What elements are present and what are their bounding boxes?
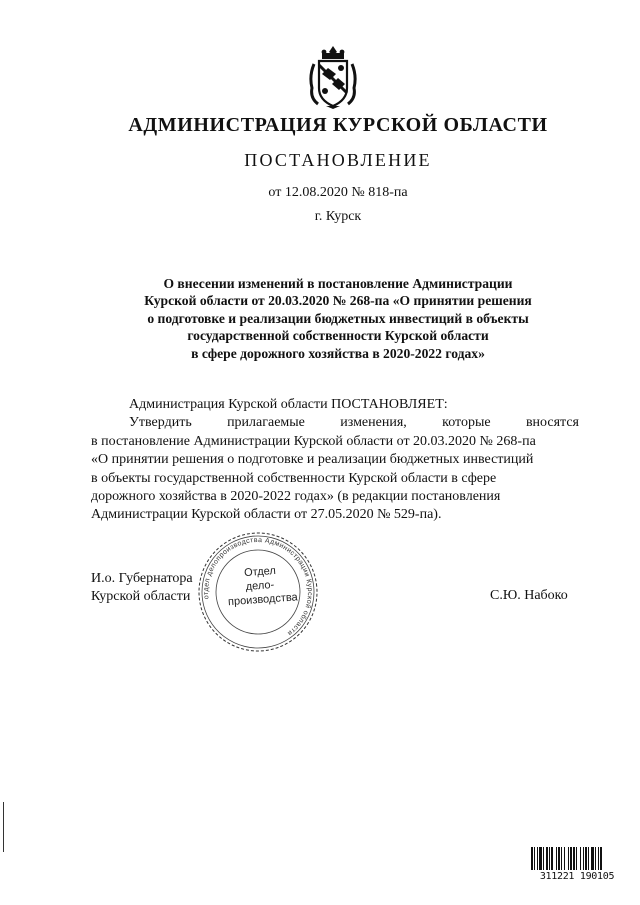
document-body: [91, 396, 579, 525]
stamp-line: Отдел: [243, 564, 277, 580]
subject-line: о подготовке и реализации бюджетных инвестиций в объекты: [147, 310, 529, 326]
body-line: дорожного хозяйства в 2020-2022 годах» (в редакции постановления: [91, 489, 501, 505]
body-first-line: [91, 414, 579, 432]
document-type: ПОСТАНОВЛЕНИЕ: [244, 150, 432, 170]
body-line: в объекты государственной собственности Курской области в сфере: [91, 470, 497, 486]
barcode-number: 311221 190105: [531, 870, 623, 884]
subject-line: О внесении изменений в постановление Администрации: [163, 276, 513, 291]
signatory-title: [91, 570, 193, 607]
body-word: прилагаемые: [227, 415, 305, 431]
body-line: Администрации Курской области от 27.05.2020 № 529-па).: [91, 507, 442, 523]
body-line: в постановление Администрации Курской области от 20.03.2020 № 268-па: [91, 433, 536, 449]
body-word: которые: [442, 415, 491, 431]
document-city: г. Курск: [314, 209, 362, 224]
document-date-number: от 12.08.2020 № 818-па: [268, 185, 408, 200]
body-line: «О принятии решения о подготовке и реализации бюджетных инвестиций: [91, 452, 534, 468]
scan-margin-mark: [3, 802, 4, 852]
stamp-ring-text: отдел делопроизводства Администрации Курской области: [202, 536, 314, 637]
body-word: изменения,: [340, 415, 407, 431]
signatory-title-line: И.о. Губернатора: [91, 571, 193, 586]
body-word: Утвердить: [129, 415, 192, 431]
signatory-name: С.Ю. Набоко: [490, 588, 568, 603]
stamp-line: дело-: [245, 579, 275, 593]
stamp-center-text: [227, 564, 299, 609]
coat-of-arms-icon: [308, 44, 358, 110]
subject-line: государственной собственности Курской области: [187, 328, 489, 344]
body-preamble: Администрация Курской области ПОСТАНОВЛЯЕТ:: [129, 397, 448, 412]
stamp-line: производства: [227, 591, 299, 609]
issuing-authority: АДМИНИСТРАЦИЯ КУРСКОЙ ОБЛАСТИ: [128, 114, 548, 136]
subject-line: в сфере дорожного хозяйства в 2020-2022 годах»: [191, 345, 485, 361]
document-subject: [105, 275, 571, 362]
signatory-title-line: Курской области: [91, 589, 191, 605]
subject-line: Курской области от 20.03.2020 № 268-па «О принятии решения: [144, 293, 532, 309]
body-word: вносятся: [525, 415, 579, 431]
